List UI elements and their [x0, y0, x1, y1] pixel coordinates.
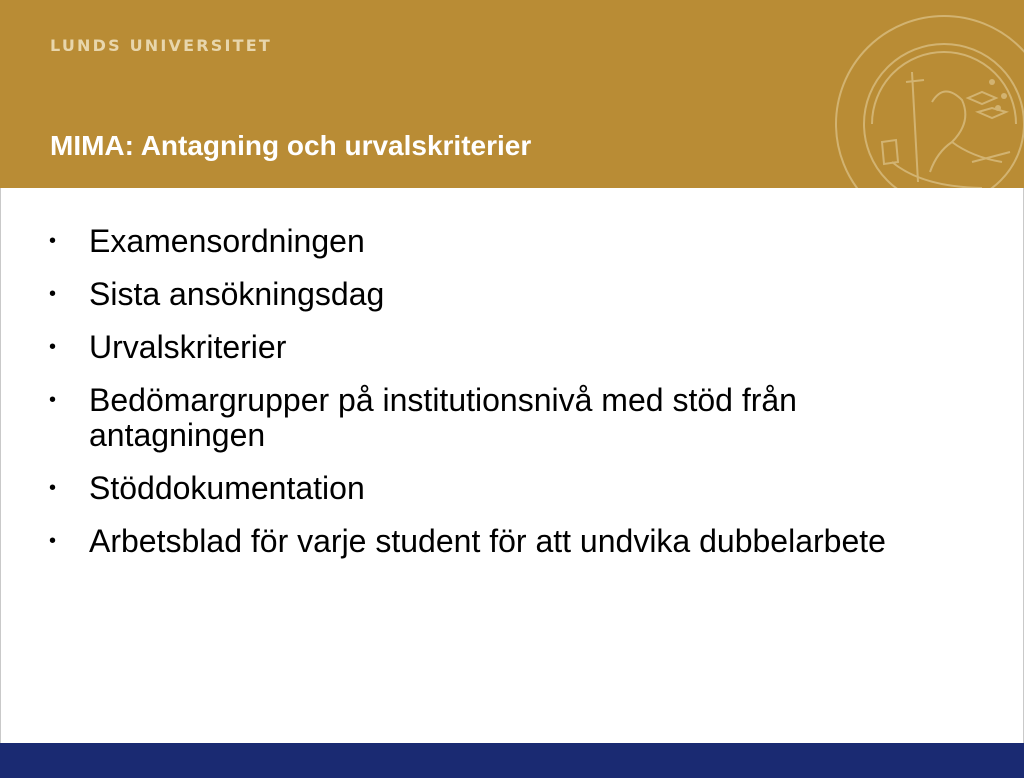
bullet-icon: •	[49, 336, 57, 358]
bullet-text: Arbetsblad för varje student för att undvika dubbelarbete	[89, 523, 886, 559]
bullet-icon: •	[49, 530, 57, 552]
footer-bar	[0, 743, 1024, 778]
bullet-icon: •	[49, 389, 57, 411]
university-name: LUNDS UNIVERSITET	[50, 36, 272, 55]
bullet-item	[49, 471, 929, 506]
slide-body	[0, 188, 1024, 743]
slide-title: MIMA: Antagning och urvalskriterier	[50, 130, 532, 161]
bullet-item	[49, 224, 929, 259]
bullet-item	[49, 277, 929, 312]
bullet-text: Bedömargrupper på institutionsnivå med stöd från antagningen	[89, 382, 797, 453]
slide-header	[0, 0, 1024, 188]
university-seal-icon	[832, 12, 1024, 188]
bullet-text: Stöddokumentation	[89, 470, 365, 506]
bullet-list	[49, 224, 929, 577]
bullet-item	[49, 383, 929, 453]
bullet-text: Examensordningen	[89, 223, 365, 259]
bullet-item	[49, 330, 929, 365]
bullet-icon: •	[49, 230, 57, 252]
bullet-text: Urvalskriterier	[89, 329, 287, 365]
bullet-icon: •	[49, 283, 57, 305]
bullet-item	[49, 524, 929, 559]
bullet-icon: •	[49, 477, 57, 499]
bullet-text: Sista ansökningsdag	[89, 276, 385, 312]
